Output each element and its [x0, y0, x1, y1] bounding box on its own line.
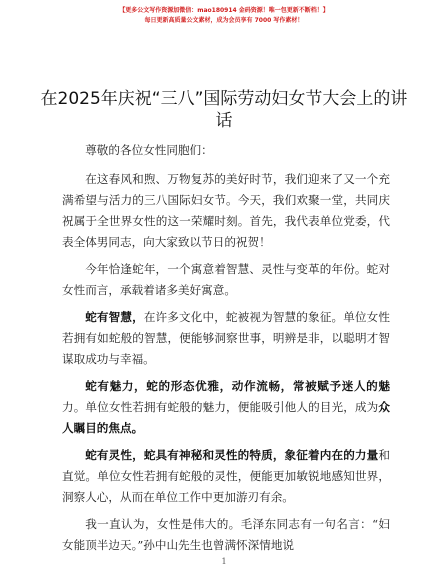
paragraph-3-lead: 蛇有智慧，	[85, 310, 144, 324]
paragraph-5-lead: 蛇有灵性，蛇具有神秘和灵性的特质，象征着内在的力量	[85, 448, 379, 462]
paragraph-6-text: 我一直认为，女性是伟大的。毛泽东同志有一句名言：“妇女能顶半边天。”孙中山先生也曾满怀深情地说	[62, 517, 390, 552]
paragraph-4-emphasis: 众人瞩目的焦点。	[62, 400, 390, 435]
paragraph-5	[62, 445, 390, 508]
paragraph-2	[62, 259, 390, 301]
promo-banner-line-2: 每日更新高质量公文素材，成为会员享有 7000 写作素材！	[144, 17, 304, 24]
document-title: 在2025年庆祝“三八”国际劳动妇女节大会上的讲话	[40, 89, 408, 131]
paragraph-1	[62, 169, 390, 253]
promo-banner-line-1: 【更多公文写作资源加微信：mao180914 金码资源！唯一包更新不断档！】	[119, 7, 329, 14]
paragraph-4-lead: 蛇有魅力，蛇的形态优雅，动作流畅，常被赋予迷人的魅	[85, 379, 390, 393]
paragraph-6	[62, 514, 390, 556]
salutation: 尊敬的各位女性同胞们：	[85, 143, 213, 157]
paragraph-4	[62, 376, 390, 439]
paragraph-5-text: 和直觉。单位女性若拥有蛇般的灵性，便能更加敏锐地感知世界，洞察人心，从而在单位工作中更加游刃有余。	[62, 448, 390, 504]
page-number: 1	[221, 557, 227, 566]
paragraph-2-text: 今年恰逢蛇年，一个寓意着智慧、灵性与变革的年份。蛇对女性而言，承载着诸多美好寓意。	[62, 262, 390, 297]
paragraph-1-text: 在这春风和煦、万物复苏的美好时节，我们迎来了又一个充满希望与活力的三八国际妇女节。今天，我们欢聚一堂，共同庆祝属于全世界女性的这一荣耀时刻。首先，我代表单位党委，代表全体男同志，向大家致以节日的祝贺！	[62, 172, 390, 249]
promo-banner	[0, 6, 448, 26]
paragraph-3-text: 在许多文化中，蛇被视为智慧的象征。单位女性若拥有如蛇般的智慧，便能够洞察世事，明辨是非，以聪明才智谋取成功与幸福。	[62, 310, 390, 366]
paragraph-4-text: 力。单位女性若拥有蛇般的魅力，便能吸引他人的目光，成为	[62, 400, 379, 414]
paragraph-3	[62, 307, 390, 370]
document-body	[62, 140, 390, 562]
